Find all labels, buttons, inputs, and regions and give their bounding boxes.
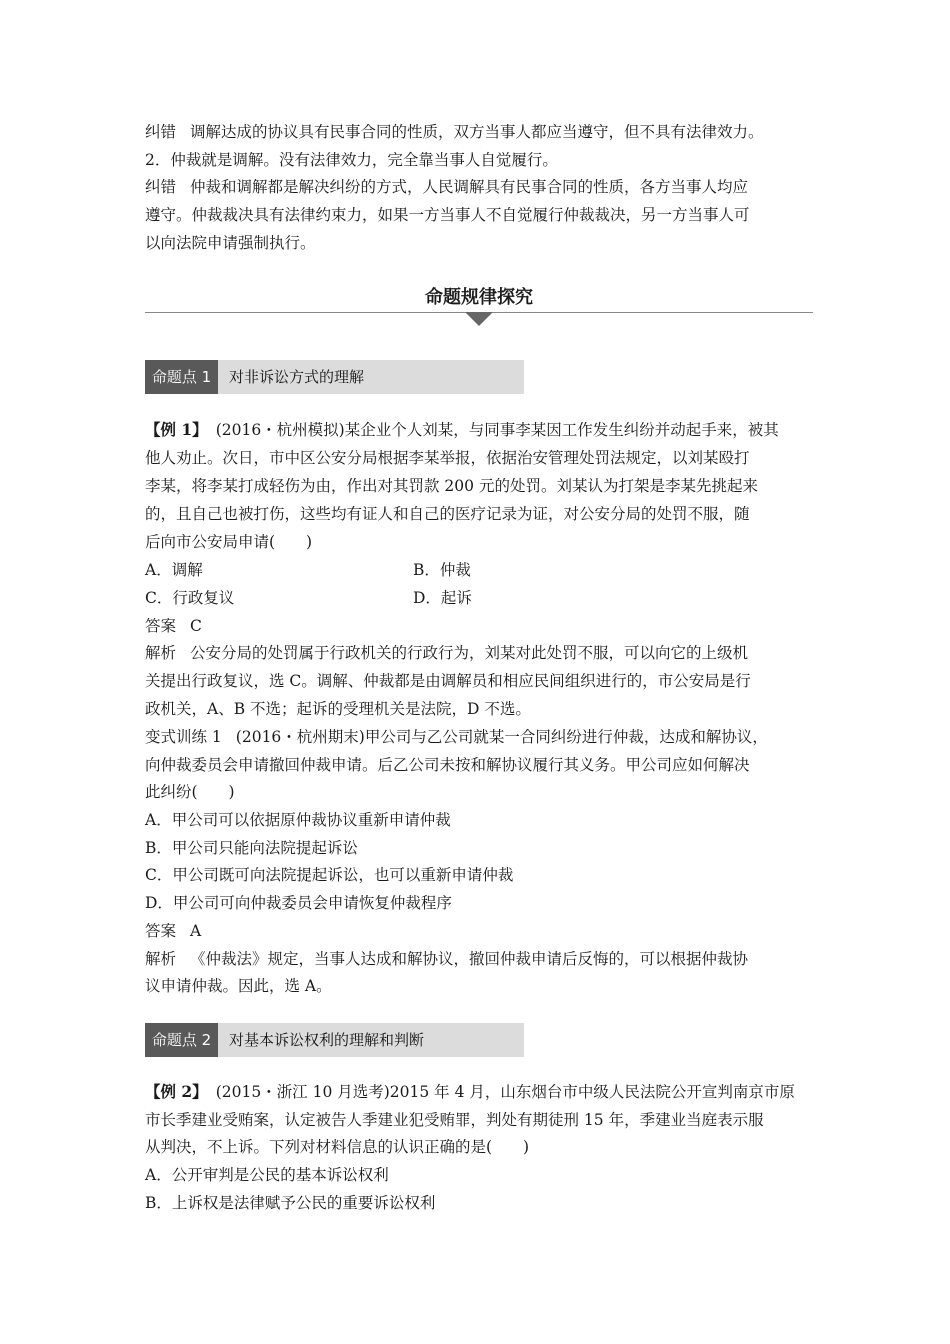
example-1-line-5: 后向市公安局申请( ): [145, 533, 313, 551]
example-2-option-b: B．上诉权是法律赋予公民的重要诉讼权利: [145, 1194, 436, 1212]
variant-1-answer: [145, 921, 201, 941]
intro-line-3: [145, 177, 748, 197]
intro-line-2: 2．仲裁就是调解。没有法律效力，完全靠当事人自觉履行。: [145, 151, 558, 169]
example-1-options-row-2: [145, 588, 745, 608]
example-2-option-a: A．公开审判是公民的基本诉讼权利: [145, 1166, 389, 1184]
correction-label: 纠错: [145, 123, 177, 141]
topic-2-badge: 命题点 2: [145, 1023, 218, 1057]
correction-label: 纠错: [145, 178, 177, 196]
variant-1-option-c: C．甲公司既可向法院提起诉讼，也可以重新申请仲裁: [145, 866, 514, 884]
topic-1-header: [145, 360, 524, 394]
correction-text: 仲裁和调解都是解决纠纷的方式，人民调解具有民事合同的性质，各方当事人均应: [190, 178, 749, 196]
analysis-text: 《仲裁法》规定，当事人达成和解协议，撤回仲裁申请后反悔的，可以根据仲裁协: [190, 950, 749, 968]
example-1-answer: [145, 616, 202, 636]
example-1-options-row-1: [145, 560, 745, 580]
answer-value: C: [190, 617, 202, 635]
topic-1-title: 对非诉讼方式的理解: [229, 368, 365, 386]
variant-1-option-b: B．甲公司只能向法院提起诉讼: [145, 839, 358, 857]
example-2-line-3: 从判决，不上诉。下列对材料信息的认识正确的是( ): [145, 1138, 530, 1156]
answer-label: 答案: [145, 922, 177, 940]
variant-label: 变式训练 1: [145, 728, 222, 746]
example-1-label: 【例 1】: [145, 420, 208, 439]
analysis-label: 解析: [145, 950, 177, 968]
variant-1-option-a: A．甲公司可以依据原仲裁协议重新申请仲裁: [145, 811, 451, 829]
topic-2-title: 对基本诉讼权利的理解和判断: [229, 1031, 425, 1049]
correction-text: 调解达成的协议具有民事合同的性质，双方当事人都应当遵守，但不具有法律效力。: [190, 123, 764, 141]
intro-line-5: 以向法院申请强制执行。: [145, 234, 316, 252]
intro-line-4: 遵守。仲裁裁决具有法律约束力，如果一方当事人不自觉履行仲裁裁决，另一方当事人可: [145, 206, 750, 224]
example-1-line-3: 李某，将李某打成轻伤为由，作出对其罚款 200 元的处罚。刘某认为打架是李某先挑起来: [145, 477, 758, 495]
example-1-text: (2016・杭州模拟)某企业个人刘某，与同事李某因工作发生纠纷并动起手来，被其: [215, 421, 779, 439]
variant-1-line-2: 向仲裁委员会申请撤回仲裁申请。后乙公司未按和解协议履行其义务。甲公司应如何解决: [145, 756, 750, 774]
example-1-line-1: [145, 420, 779, 440]
example-2-text: (2015・浙江 10 月选考)2015 年 4 月，山东烟台市中级人民法院公开宣判南京市原: [215, 1083, 795, 1101]
example-1-line-4: 的，且自己也被打伤，这些均有证人和自己的医疗记录为证，对公安分局的处罚不服，随: [145, 505, 750, 523]
option-b: B．仲裁: [413, 561, 471, 579]
answer-label: 答案: [145, 617, 177, 635]
analysis-text: 公安分局的处罚属于行政机关的行政行为，刘某对此处罚不服，可以向它的上级机: [190, 644, 749, 662]
variant-text: (2016・杭州期末)甲公司与乙公司就某一合同纠纷进行仲裁，达成和解协议，: [235, 728, 768, 746]
variant-1-line-1: [145, 727, 768, 747]
example-1-analysis-line-1: [145, 643, 748, 663]
analysis-label: 解析: [145, 644, 177, 662]
option-c: C．行政复议: [145, 589, 235, 607]
example-2-line-1: [145, 1082, 795, 1102]
example-1-line-2: 他人劝止。次日，市中区公安分局根据李某举报，依据治安管理处罚法规定，以刘某殴打: [145, 449, 750, 467]
option-d: D．起诉: [413, 589, 472, 607]
option-a: A．调解: [145, 561, 203, 579]
variant-1-analysis-line-2: 议申请仲裁。因此，选 A。: [145, 977, 332, 995]
variant-1-option-d: D．甲公司可向仲裁委员会申请恢复仲裁程序: [145, 894, 452, 912]
variant-1-line-3: 此纠纷( ): [145, 783, 235, 801]
triangle-down-icon: [465, 312, 493, 326]
answer-value: A: [190, 922, 202, 940]
example-1-analysis-line-3: 政机关，A、B 不选；起诉的受理机关是法院，D 不选。: [145, 700, 531, 718]
topic-2-header: [145, 1023, 524, 1057]
intro-line-1: [145, 122, 764, 142]
topic-1-badge: 命题点 1: [145, 360, 218, 394]
example-2-label: 【例 2】: [145, 1082, 208, 1101]
example-1-analysis-line-2: 关提出行政复议，选 C。调解、仲裁都是由调解员和相应民间组织进行的，市公安局是行: [145, 672, 751, 690]
variant-1-analysis-line-1: [145, 949, 748, 969]
example-2-line-2: 市长季建业受贿案，认定被告人季建业犯受贿罪，判处有期徒刑 15 年，季建业当庭表示服: [145, 1111, 764, 1129]
section-title: 命题规律探究: [425, 287, 533, 308]
